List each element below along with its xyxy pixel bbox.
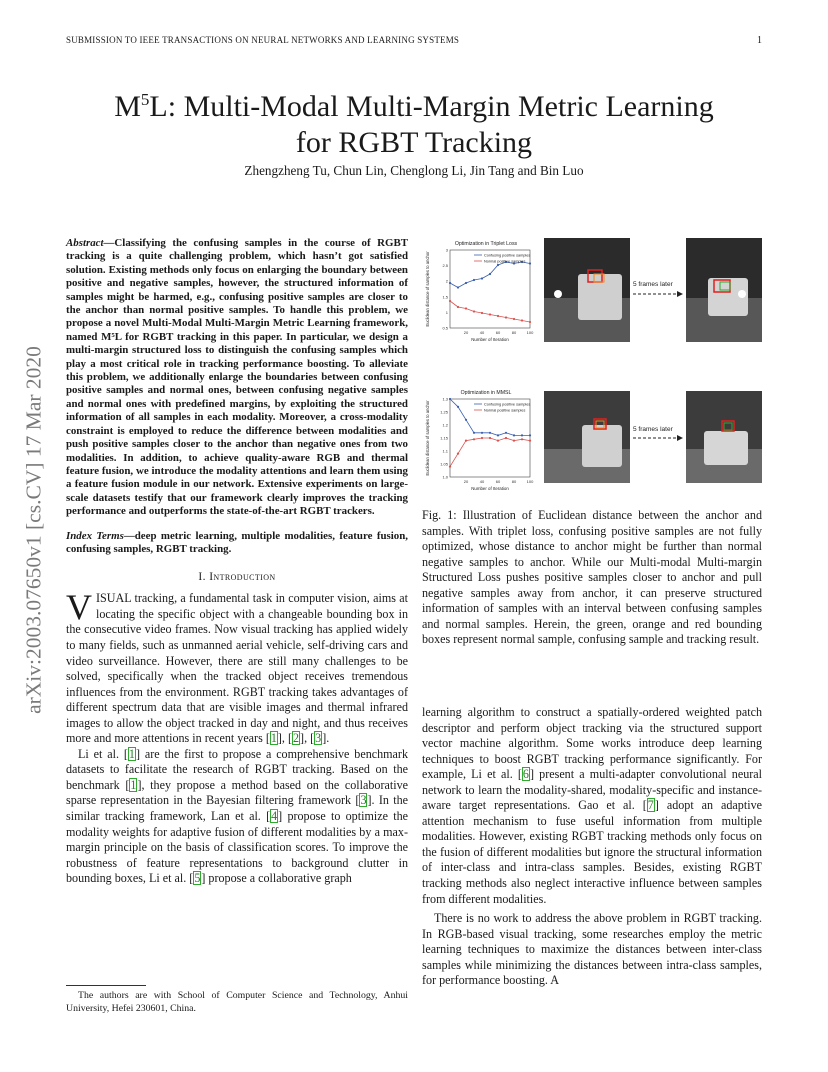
figure-caption: Fig. 1: Illustration of Euclidean distance between the anchor and samples. With triplet loss, confusing positive samples are not fully optimized, whose distance to anchor might be further than normal negative samples to anchor. While our Multi-modal Multi-margin Structured Loss pushes positive samples closer to anchor and pull negative samples away from anchor, it can preserve structured information of samples with an interval between confusing samples and normal samples. Herein, the green, orange and red bounding boxes represent normal sample, confusing sample and tracking result.	[422, 508, 762, 647]
legend-entry: Normal positive samples	[484, 259, 526, 264]
data-point	[521, 319, 523, 321]
citation-link[interactable]: 7	[647, 798, 654, 813]
figure-panel-top	[422, 236, 762, 361]
y-tick-label: 1.3	[442, 396, 448, 402]
y-axis-label: Euclidean distance of samples to anchor	[425, 251, 430, 327]
intro-paragraph-2	[66, 747, 408, 887]
data-point	[481, 432, 483, 434]
y-tick-label: 1	[445, 309, 448, 315]
abstract	[66, 237, 408, 519]
bus-1	[578, 274, 622, 320]
right-column	[422, 705, 762, 989]
intro-p2-text: Li et al. [1] are the first to propose a comprehensive benchmark datasets to facilitate the research of RGBT tracking. Based on the benchmark [1], they propose a method based on the collaborative sparse representation in the Bayesian filtering framework [3]. In the similar tracking framework, Lan et al. [4] propose to optimize the modality weights for adaptive fusion of different modalities by a max-margin principle on the basis of classification scores. To improve the robustness of feature representations to background clutter in bounding boxes, Li et al. [5] propose a collaborative graph	[66, 746, 409, 886]
citation-link[interactable]: 5	[194, 871, 201, 886]
data-point	[457, 286, 459, 288]
y-tick-label: 1.5	[442, 294, 448, 300]
y-tick-label: 0.5	[442, 325, 448, 331]
data-point	[489, 313, 491, 315]
data-point	[465, 440, 467, 442]
data-point	[457, 453, 459, 455]
data-point	[529, 262, 531, 264]
data-point	[449, 466, 451, 468]
y-tick-label: 1.25	[440, 409, 448, 415]
intro-p4-text: There is no work to address the above problem in RGBT tracking. In RGB-based visual tracking, some researches employ the metric learning techniques to maximize the distances between inter-class samples while minimizing the distances between intra-class samples, for performance boosting. A	[422, 911, 762, 988]
intro-paragraph-1	[66, 587, 408, 746]
data-point	[513, 440, 515, 442]
legend-entry: Confusing positive samples	[484, 253, 531, 258]
data-point	[497, 434, 499, 436]
scene-top	[544, 238, 762, 342]
data-point	[465, 419, 467, 421]
intro-paragraph-4	[422, 911, 762, 989]
bus-4	[704, 431, 748, 465]
citation-link[interactable]: 1	[128, 746, 135, 761]
data-point	[505, 437, 507, 439]
data-point	[449, 282, 451, 284]
headlight-1	[554, 290, 562, 298]
page-number: 1	[757, 35, 762, 46]
x-tick-label: 100	[526, 479, 534, 484]
running-header: SUBMISSION TO IEEE TRANSACTIONS ON NEURAL NETWORKS AND LEARNING SYSTEMS	[66, 35, 460, 45]
citation-link[interactable]: 3	[360, 793, 367, 808]
x-axis-label: Number of Iteration	[471, 486, 509, 491]
section-title: Introduction	[209, 571, 276, 584]
y-tick-label: 1.2	[442, 422, 448, 428]
data-point	[457, 306, 459, 308]
data-point	[473, 438, 475, 440]
x-tick-label: 100	[526, 330, 534, 335]
citation-link[interactable]: 1	[130, 777, 137, 792]
bus-3	[582, 425, 622, 467]
citation-link[interactable]: 1	[270, 731, 277, 746]
x-axis-label: Number of Iteration	[471, 337, 509, 342]
y-tick-label: 1.1	[442, 448, 448, 454]
y-tick-label: 2.5	[442, 263, 448, 269]
chart-title: Optimization in Triplet Loss	[454, 241, 518, 247]
data-point	[513, 434, 515, 436]
data-point	[529, 434, 531, 436]
legend-entry: Confusing positive samples	[484, 402, 531, 407]
y-tick-label: 1.05	[440, 461, 448, 467]
data-point	[465, 282, 467, 284]
data-point	[529, 440, 531, 442]
data-point	[521, 434, 523, 436]
triplet-loss-chart	[425, 241, 534, 342]
x-tick-label: 80	[511, 330, 517, 335]
citation-link[interactable]: 6	[522, 767, 529, 782]
data-point	[505, 432, 507, 434]
index-terms-lead: Index Terms	[66, 529, 124, 542]
intro-p1-text: ISUAL tracking, a fundamental task in computer vision, aims at locating the specific object with a changeable bounding box in the consecutive video frames. Now visual tracking has applied widely to many fields, such as unmanned aerial vehicle, self-driving cars and video surveillance. However, there are still many challenges to be solved, specifically when the tracked object receives tremendous influences from the environment. RGBT tracking takes advantages of different spectrum data that are visible images and thermal infrared images to allow the object tracked in day and night, and thus receives more and more attentions in recent years [1], [2], [3].	[66, 591, 408, 746]
y-axis-label: Euclidean distance of samples to anchor	[425, 400, 430, 476]
footnote: The authors are with School of Computer Science and Technology, Anhui University, Hefei 230601, China.	[66, 990, 408, 1014]
y-tick-label: 1.15	[440, 435, 448, 441]
figure-bottom-svg	[422, 385, 762, 505]
x-tick-label: 40	[479, 479, 485, 484]
data-point	[473, 279, 475, 281]
y-tick-label: 2	[445, 278, 448, 284]
x-tick-label: 80	[511, 479, 517, 484]
abstract-text: —Classifying the confusing samples in the course of RGBT tracking is a quite challenging problem, which hasn’t got satisfied solution. Existing methods only focus on enlarging the boundary between positive and negative samples, however, the structured information of samples might be harmed, e.g., confusing positive samples are closer to the anchor than normal positive samples. To handle this problem, we propose a novel Multi-Modal Multi-Margin Metric Learning framework, named M⁵L for RGBT tracking in this paper. In particular, we design a multi-margin structured loss to distinguish the confusing samples which play a most critical role in tracking performance boosting. To alleviate this problem, we additionally enlarge the boundaries between confusing positive samples and normal ones, between confusing negative samples and normal ones with predefined margins, by exploiting the structured information of all samples in each modality. Moreover, a cross-modality constraint is employed to reduce the difference between modalities and push positive samples closer to the anchor than negative ones from two modalities. In addition, to achieve quality-aware RGB and thermal feature fusion, we introduce the modality attentions and learn them using a feature fusion module in our network. Extensive experiments on large-scale datasets testify that our framework clearly improves the tracking performance and outperforms the state-of-the-art RGBT trackers.	[66, 237, 408, 518]
data-point	[489, 437, 491, 439]
x-tick-label: 20	[463, 330, 469, 335]
data-point	[497, 264, 499, 266]
arxiv-stamp-text: arXiv:2003.07650v1 [cs.CV] 17 Mar 2020	[21, 346, 46, 714]
headlight-2	[738, 290, 746, 298]
data-point	[489, 273, 491, 275]
x-tick-label: 20	[463, 479, 469, 484]
frames-later-label-2: 5 frames later	[633, 426, 673, 433]
figure-top-svg	[422, 236, 762, 356]
data-point	[481, 312, 483, 314]
data-point	[449, 300, 451, 302]
data-point	[473, 432, 475, 434]
citation-link[interactable]: 4	[271, 809, 278, 823]
data-point	[465, 307, 467, 309]
index-terms-text: —deep metric learning, multiple modalities, feature fusion, confusing samples, RGBT tracking.	[66, 529, 408, 555]
y-tick-label: 3	[445, 247, 448, 253]
arrow-head-2	[677, 435, 683, 441]
y-tick-label: 1.0	[442, 474, 448, 480]
data-point	[497, 315, 499, 317]
x-tick-label: 40	[479, 330, 485, 335]
data-point	[457, 406, 459, 408]
title-superscript: 5	[140, 90, 150, 109]
frames-later-label-1: 5 frames later	[633, 281, 673, 288]
left-column	[66, 237, 408, 887]
chart-title: Optimization in MMSL	[460, 390, 512, 396]
intro-paragraph-3	[422, 705, 762, 907]
title-line1: L: Multi-Modal Multi-Margin Metric Learning	[149, 90, 714, 123]
arrow-head-1	[677, 291, 683, 297]
data-point	[489, 432, 491, 434]
abstract-lead: Abstract	[66, 237, 104, 249]
mmsl-chart	[425, 390, 534, 491]
data-point	[529, 321, 531, 323]
x-tick-label: 60	[495, 330, 501, 335]
figure-panel-bottom	[422, 385, 762, 510]
footnote-rule	[66, 985, 146, 986]
arxiv-stamp	[0, 290, 60, 770]
data-point	[473, 310, 475, 312]
citation-link[interactable]: 3	[315, 731, 322, 746]
data-point	[449, 398, 451, 400]
title-prefix: M	[114, 90, 141, 123]
drop-cap: V	[66, 587, 92, 628]
section-number: I.	[198, 571, 206, 584]
citation-link[interactable]: 2	[293, 731, 300, 746]
index-terms	[66, 530, 408, 557]
data-point	[481, 437, 483, 439]
data-point	[505, 316, 507, 318]
x-tick-label: 60	[495, 479, 501, 484]
data-point	[481, 277, 483, 279]
title-line2: for RGBT Tracking	[295, 126, 533, 159]
section-heading	[66, 571, 408, 583]
legend-entry: Normal positive samples	[484, 408, 526, 413]
paper-title	[66, 82, 762, 161]
data-point	[521, 438, 523, 440]
data-point	[497, 440, 499, 442]
data-point	[513, 318, 515, 320]
authors: Zhengzheng Tu, Chun Lin, Chenglong Li, Jin Tang and Bin Luo	[244, 163, 584, 178]
scene-bottom	[544, 391, 762, 483]
intro-p3-text: learning algorithm to construct a spatially-ordered weighted patch descriptor and perform object tracking via the structured support vector machine algorithm. Some works introduce deep learning techniques to boost RGBT tracking performance significantly. For example, Li et al. [6] present a multi-adapter convolutional neural network to learn the modality-shared, modality-specific and instance-aware target representations. Gao et al. [7] adopt an adaptive attention mechanism to fuse useful information from multiple modalities. However, existing RGBT tracking methods only focus on the fusion of different modalities but ignore the structural information of inter-class and intra-class samples. Besides, existing RGBT tracking methods also neglect interactive influence between samples from different modalities.	[422, 705, 762, 906]
